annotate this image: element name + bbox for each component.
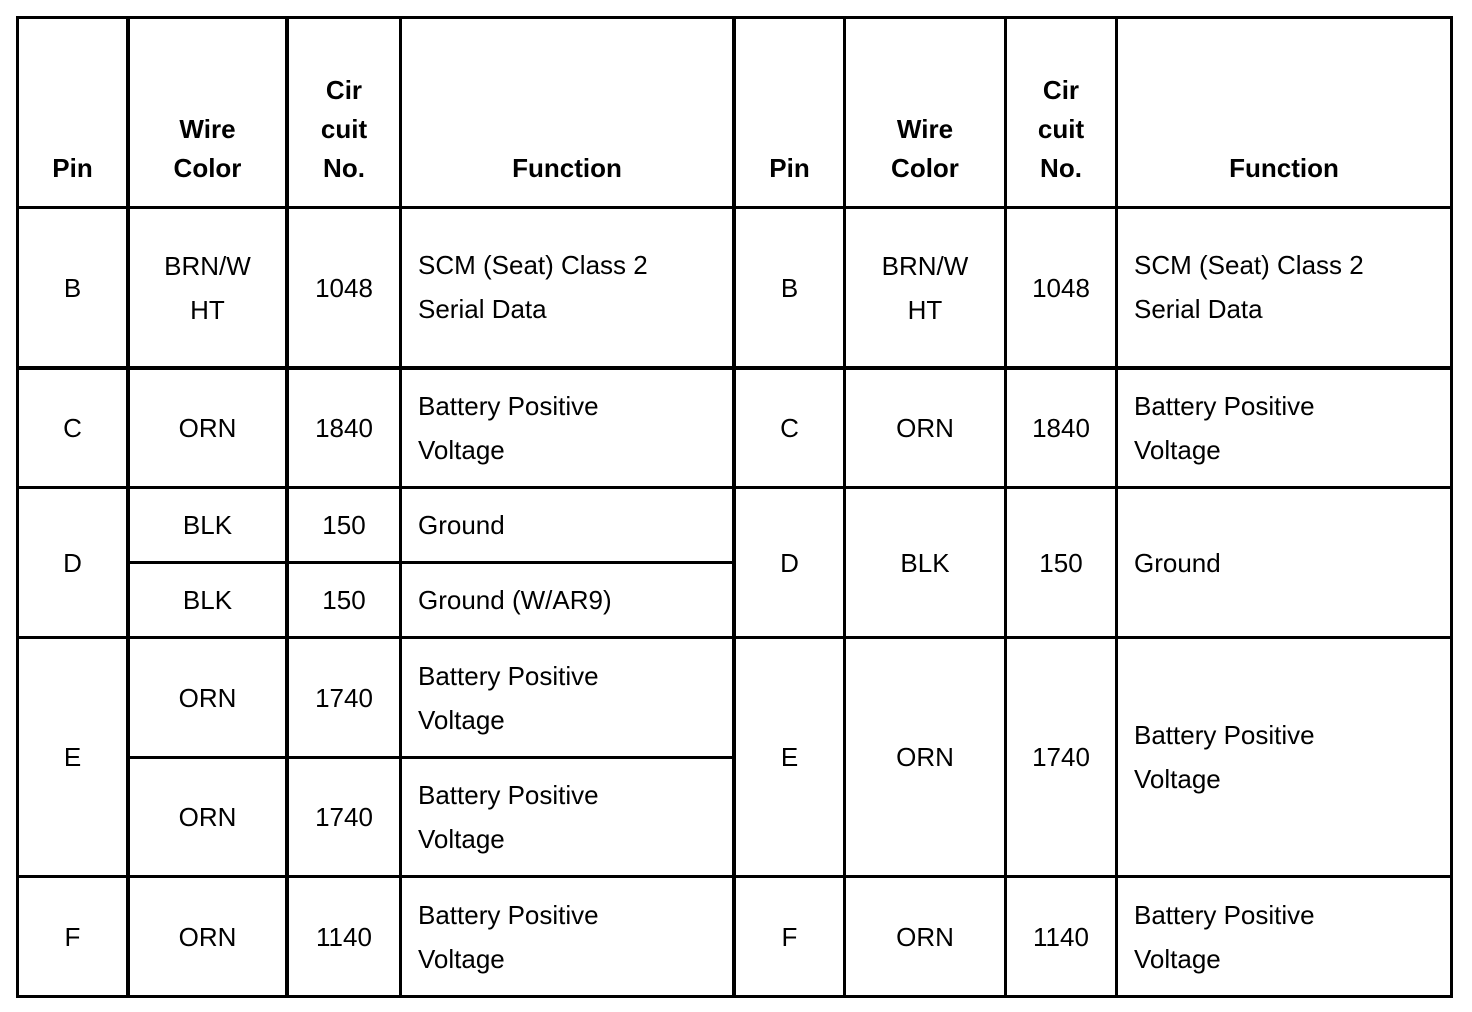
header-circuit-no (289, 19, 399, 206)
left-f-pin: F (64, 921, 81, 952)
left-e2-function: Battery Positive Voltage (418, 780, 599, 854)
header-function-right-text: Function (1229, 153, 1339, 183)
right-f-function: Battery Positive Voltage (1134, 899, 1315, 974)
left-e2-circuit-no: 1740 (315, 802, 373, 832)
header-function-text: Function (512, 153, 622, 183)
header-function (402, 19, 732, 206)
left-d-pin: D (63, 547, 82, 578)
right-b-wire-color: BRN/W HT (881, 250, 969, 325)
right-c-function: Battery Positive Voltage (1134, 391, 1315, 465)
header-pin (19, 19, 126, 206)
right-d-circuit-no: 150 (1039, 547, 1083, 578)
header-pin-right-text: Pin (769, 153, 810, 183)
table-border-right (1450, 16, 1453, 998)
right-e-wire-color: ORN (896, 742, 954, 772)
header-wire-color-right-text: Wire Color (891, 114, 959, 183)
left-d2-wire-color: BLK (182, 585, 233, 615)
left-b-circuit-no: 1048 (315, 272, 373, 303)
left-c-pin: C (63, 413, 82, 443)
left-d2-function: Ground (W/AR9) (418, 585, 612, 615)
left-b-wire-color: BRN/W HT (164, 250, 251, 325)
left-d2-circuit-no: 150 (322, 585, 366, 615)
header-circuit-no-right-text: Cir cuit No. (1037, 75, 1085, 183)
right-b-pin: B (780, 272, 799, 303)
header-circuit-no-right (1007, 19, 1115, 206)
left-e1-circuit-no: 1740 (315, 682, 373, 713)
header-pin-right (736, 19, 843, 206)
left-e1-wire-color: ORN (178, 682, 237, 713)
right-d-pin: D (780, 547, 799, 578)
left-c-wire-color: ORN (178, 413, 237, 443)
right-b-function: SCM (Seat) Class 2 Serial Data (1134, 250, 1364, 324)
left-c-circuit-no: 1840 (315, 413, 373, 443)
header-wire-color-right (846, 19, 1004, 206)
right-c-circuit-no: 1840 (1032, 413, 1090, 443)
right-d-wire-color: BLK (900, 547, 950, 578)
left-d1-function: Ground (418, 510, 505, 540)
right-e-function: Battery Positive Voltage (1134, 720, 1315, 794)
left-c-function: Battery Positive Voltage (418, 391, 599, 465)
header-wire-color-text: Wire Color (173, 114, 242, 183)
header-pin-text: Pin (52, 153, 93, 183)
left-b-function: SCM (Seat) Class 2 Serial Data (418, 250, 648, 324)
right-c-wire-color: ORN (896, 413, 954, 443)
left-f-wire-color: ORN (178, 921, 237, 952)
left-e-pin: E (63, 742, 82, 772)
right-f-circuit-no: 1140 (1033, 921, 1089, 952)
left-e1-function: Battery Positive Voltage (418, 660, 599, 735)
right-f-wire-color: ORN (896, 921, 954, 952)
right-d-function: Ground (1134, 547, 1221, 578)
left-f-circuit-no: 1140 (316, 921, 372, 952)
left-b-pin: B (63, 272, 82, 303)
right-c-pin: C (780, 413, 799, 443)
header-function-right (1118, 19, 1450, 206)
header-circuit-no-text: Cir cuit No. (320, 75, 368, 183)
right-b-circuit-no: 1048 (1032, 272, 1090, 303)
left-d1-wire-color: BLK (182, 510, 233, 540)
right-e-circuit-no: 1740 (1032, 742, 1090, 772)
right-e-pin: E (780, 742, 799, 772)
left-e2-wire-color: ORN (178, 802, 237, 832)
header-wire-color (130, 19, 285, 206)
left-d1-circuit-no: 150 (322, 510, 366, 540)
right-f-pin: F (781, 921, 798, 952)
left-f-function: Battery Positive Voltage (418, 899, 599, 974)
